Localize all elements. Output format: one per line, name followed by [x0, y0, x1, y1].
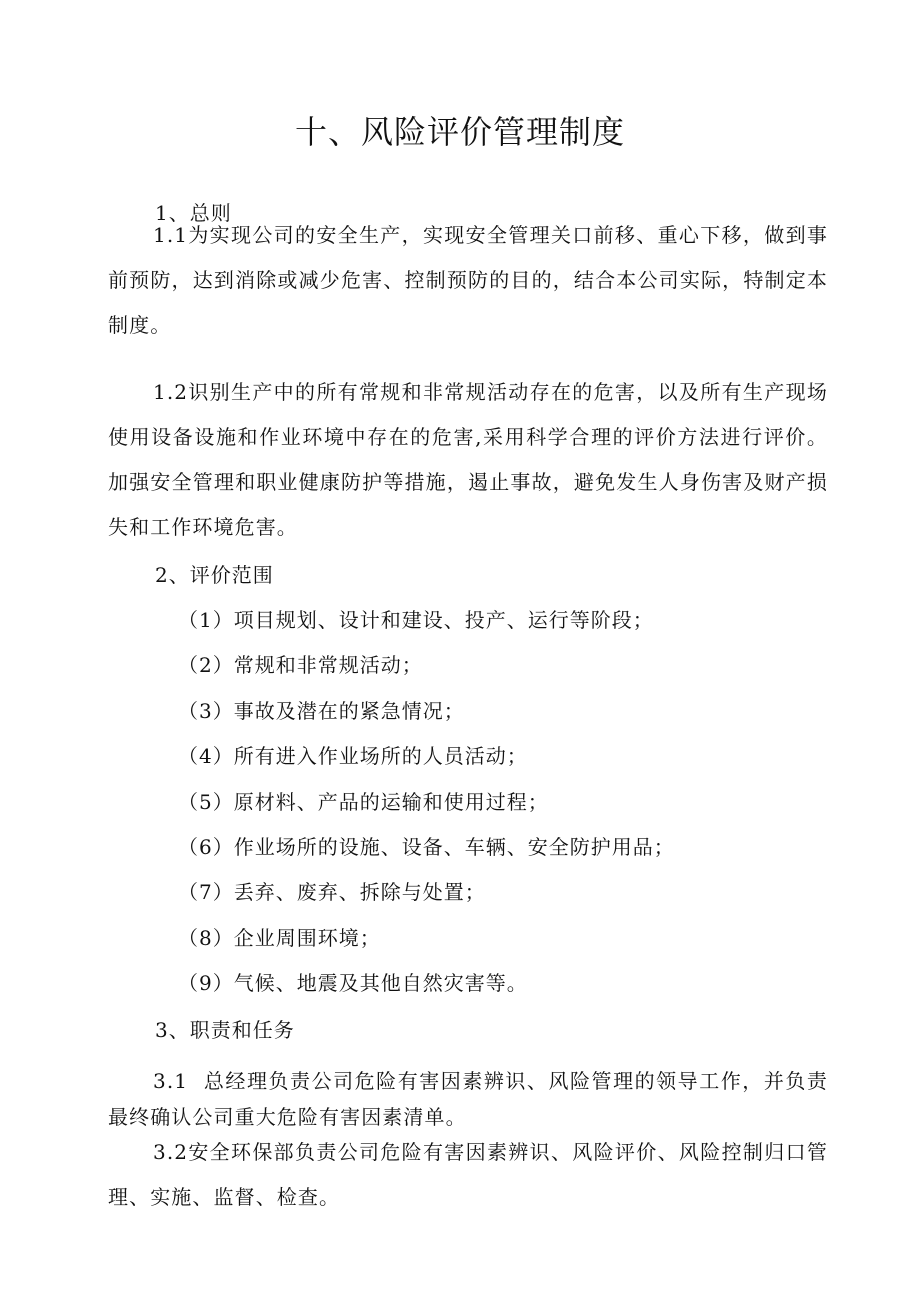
scope-item: （4）所有进入作业场所的人员活动；	[178, 744, 528, 769]
section-heading-scope: 2、评价范围	[155, 563, 274, 587]
scope-item: （5）原材料、产品的运输和使用过程；	[178, 789, 549, 814]
scope-item: （3）事故及潜在的紧急情况；	[178, 698, 465, 723]
section-heading-duties: 3、职责和任务	[155, 1018, 295, 1042]
scope-item: （7）丢弃、废弃、拆除与处置；	[178, 880, 486, 905]
scope-item: （2）常规和非常规活动；	[178, 653, 423, 678]
scope-list	[178, 602, 675, 1011]
scope-item: （1）项目规划、设计和建设、投产、运行等阶段；	[178, 608, 654, 632]
section-heading-general: 1、总则	[155, 201, 232, 225]
paragraph-1-2: 1.2识别生产中的所有常规和非常规活动存在的危害，以及所有生产现场使用设备设施和作业环境中存在的危害,采用科学合理的评价方法进行评价。加强安全管理和职业健康防护等措施，遏止事故，避免发生人身伤害及财产损失和工作环境危害。	[108, 380, 828, 539]
document-title: 十、风险评价管理制度	[294, 113, 625, 151]
paragraph-3-2: 3.2安全环保部负责公司危险有害因素辨识、风险评价、风险控制归口管理、实施、监督、检查。	[108, 1140, 828, 1209]
paragraph-3-1: 3.1 总经理负责公司危险有害因素辨识、风险管理的领导工作，并负责最终确认公司重大危险有害因素清单。	[108, 1069, 828, 1129]
scope-item: （9）气候、地震及其他自然灾害等。	[178, 971, 528, 996]
paragraph-1-1: 1.1为实现公司的安全生产，实现安全管理关口前移、重心下移，做到事前预防，达到消除或减少危害、控制预防的目的，结合本公司实际，特制定本制度。	[108, 223, 828, 337]
scope-item: （8）企业周围环境；	[178, 925, 381, 950]
scope-item: （6）作业场所的设施、设备、车辆、安全防护用品；	[178, 834, 675, 859]
